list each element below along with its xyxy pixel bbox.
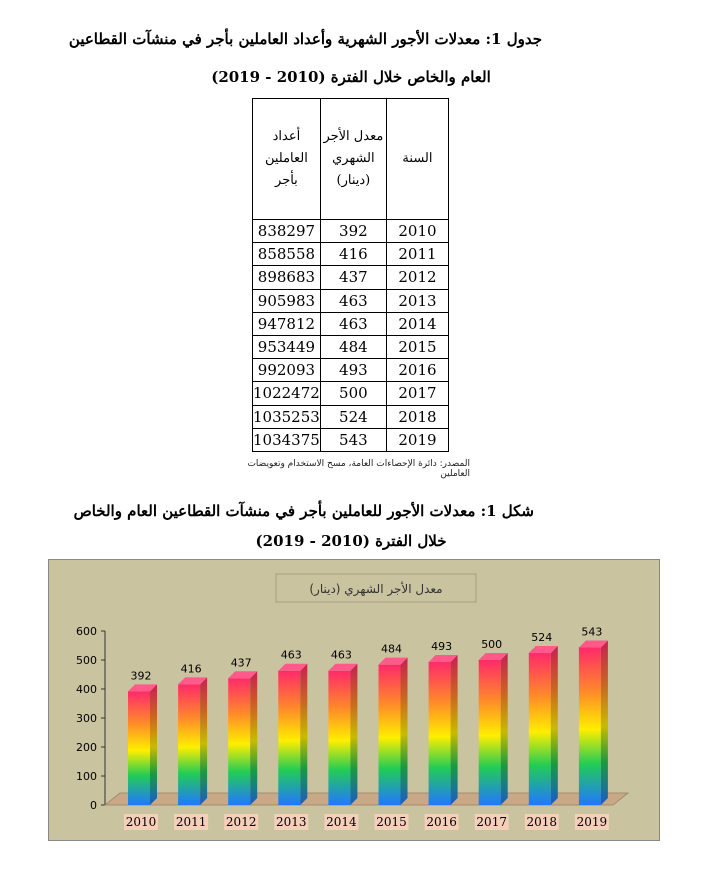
bar-front bbox=[529, 653, 551, 805]
bar-front bbox=[379, 665, 401, 805]
category-label: 2011 bbox=[175, 815, 207, 829]
chart-title: معدل الأجر الشهري (دينار) bbox=[309, 582, 443, 596]
cell-workers: 953449 bbox=[253, 335, 321, 358]
category-label: 2017 bbox=[476, 815, 507, 829]
bar-side bbox=[200, 677, 207, 805]
y-tick-label: 200 bbox=[76, 741, 97, 754]
category-label: 2012 bbox=[225, 815, 257, 829]
cell-year: 2014 bbox=[386, 312, 448, 335]
cell-year: 2018 bbox=[386, 405, 448, 428]
cell-workers: 1035253 bbox=[253, 405, 321, 428]
y-tick-label: 400 bbox=[76, 683, 97, 696]
cell-year: 2016 bbox=[386, 359, 448, 382]
category-label: 2019 bbox=[576, 815, 608, 829]
bar-front bbox=[328, 671, 350, 805]
table-row bbox=[253, 428, 449, 451]
header-workers: أعداد العاملين بأجر bbox=[253, 99, 321, 220]
bar-value-label: 500 bbox=[481, 638, 503, 651]
bar-value-label: 524 bbox=[531, 631, 553, 645]
table-row bbox=[253, 312, 449, 335]
bar-front bbox=[429, 662, 451, 805]
bar-value-label: 543 bbox=[581, 625, 603, 639]
cell-year: 2013 bbox=[386, 289, 448, 312]
cell-wage: 416 bbox=[320, 243, 386, 266]
cell-workers: 838297 bbox=[253, 220, 321, 243]
figure-title-line2: خلال الفترة (2010 - 2019) bbox=[255, 532, 447, 550]
bar-side bbox=[401, 658, 408, 805]
cell-workers: 905983 bbox=[253, 289, 321, 312]
bar-value-label: 416 bbox=[180, 662, 202, 676]
bar-front bbox=[228, 678, 250, 805]
cell-year: 2017 bbox=[386, 382, 448, 405]
header-year: السنة bbox=[386, 99, 448, 220]
cell-workers: 858558 bbox=[253, 243, 321, 266]
cell-workers: 947812 bbox=[253, 312, 321, 335]
table-row bbox=[253, 266, 449, 289]
bar-value-label: 392 bbox=[130, 669, 152, 683]
cell-wage: 524 bbox=[320, 405, 386, 428]
cell-workers: 1034375 bbox=[253, 428, 321, 451]
table-row bbox=[253, 335, 449, 358]
y-tick-label: 100 bbox=[76, 770, 97, 783]
bar-side bbox=[601, 641, 608, 805]
table-row bbox=[253, 243, 449, 266]
cell-workers: 1022472 bbox=[253, 382, 321, 405]
table-row bbox=[253, 220, 449, 243]
category-label: 2015 bbox=[376, 815, 407, 829]
cell-year: 2012 bbox=[386, 266, 448, 289]
cell-wage: 463 bbox=[320, 312, 386, 335]
cell-year: 2019 bbox=[386, 428, 448, 451]
table-title-line2: العام والخاص خلال الفترة (2010 - 2019) bbox=[211, 68, 491, 86]
cell-workers: 992093 bbox=[253, 359, 321, 382]
table-row bbox=[253, 382, 449, 405]
cell-workers: 898683 bbox=[253, 266, 321, 289]
cell-wage: 463 bbox=[320, 289, 386, 312]
category-label: 2016 bbox=[426, 815, 457, 829]
cell-wage: 493 bbox=[320, 359, 386, 382]
bar-front bbox=[178, 684, 200, 805]
cell-wage: 484 bbox=[320, 335, 386, 358]
figure-title-line1: شكل 1: معدلات الأجور للعاملين بأجر في منشآت القطاعين العام والخاص bbox=[73, 502, 534, 520]
cell-wage: 437 bbox=[320, 266, 386, 289]
category-label: 2018 bbox=[526, 815, 558, 829]
bar-value-label: 463 bbox=[330, 648, 352, 662]
header-wage: معدل الأجر الشهري (دينار) bbox=[320, 99, 386, 220]
category-label: 2010 bbox=[125, 815, 157, 829]
bar-side bbox=[250, 671, 257, 805]
category-label: 2013 bbox=[276, 815, 307, 829]
cell-year: 2011 bbox=[386, 243, 448, 266]
bar-front bbox=[579, 648, 601, 805]
bar-side bbox=[451, 655, 458, 805]
cell-year: 2015 bbox=[386, 335, 448, 358]
table-source-note: المصدر: دائرة الإحصاءات العامة، مسح الاستخدام وتعويضات العاملين bbox=[247, 459, 470, 479]
bar-front bbox=[479, 660, 501, 805]
table-title-line1: جدول 1: معدلات الأجور الشهرية وأعداد العاملين بأجر في منشآت القطاعين bbox=[68, 30, 542, 48]
table-row bbox=[253, 289, 449, 312]
bar-side bbox=[501, 653, 508, 805]
table-row bbox=[253, 405, 449, 428]
bar-front bbox=[128, 691, 150, 805]
wages-table bbox=[252, 98, 449, 452]
bar-value-label: 493 bbox=[431, 640, 453, 654]
table-row bbox=[253, 359, 449, 382]
bar-front bbox=[278, 671, 300, 805]
cell-wage: 500 bbox=[320, 382, 386, 405]
bar-side bbox=[150, 684, 157, 805]
category-label: 2014 bbox=[326, 815, 357, 829]
y-tick-label: 600 bbox=[76, 625, 97, 638]
cell-year: 2010 bbox=[386, 220, 448, 243]
wage-bar-chart bbox=[48, 559, 660, 841]
y-tick-label: 0 bbox=[90, 799, 97, 812]
bar-value-label: 484 bbox=[381, 642, 402, 656]
y-tick-label: 500 bbox=[76, 654, 97, 667]
bar-value-label: 437 bbox=[230, 656, 252, 670]
bar-value-label: 463 bbox=[280, 648, 302, 662]
cell-wage: 543 bbox=[320, 428, 386, 451]
y-tick-label: 300 bbox=[76, 712, 97, 725]
bar-side bbox=[551, 646, 558, 805]
bar-side bbox=[300, 664, 307, 805]
cell-wage: 392 bbox=[320, 220, 386, 243]
bar-side bbox=[350, 664, 357, 805]
